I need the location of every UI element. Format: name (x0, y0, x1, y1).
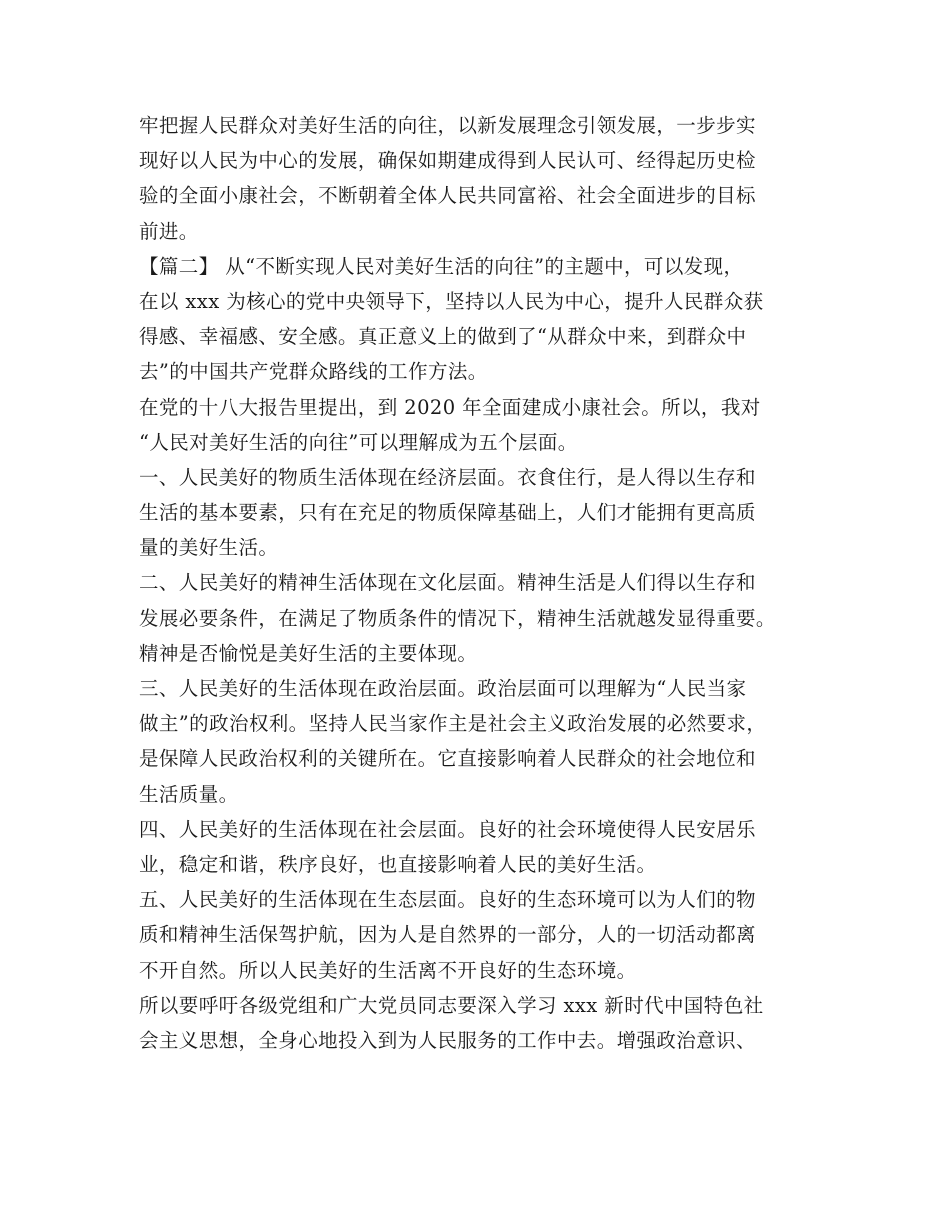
text-line: 发展必要条件，在满足了物质条件的情况下，精神生活就越发显得重要。 (139, 606, 776, 630)
text-line: 所以要呼吁各级党组和广大党员同志要深入学习 xxx 新时代中国特色社 (139, 993, 764, 1017)
text-line: 不开自然。所以人民美好的生活离不开良好的生态环境。 (139, 958, 637, 982)
text-line: 量的美好生活。 (139, 536, 279, 560)
text-line: 去”的中国共产党群众路线的工作方法。 (139, 360, 488, 384)
section-heading-line: 【篇二】 从“不断实现人民对美好生活的向往”的主题中，可以发现， (139, 254, 744, 278)
text-line: 验的全面小康社会，不断朝着全体人民共同富裕、社会全面进步的目标 (139, 184, 756, 208)
text-line: 做主”的政治权利。坚持人民当家作主是社会主义政治发展的必然要求， (139, 712, 767, 736)
text-line: “人民对美好生活的向往”可以理解成为五个层面。 (139, 430, 578, 454)
text-line: 现好以人民为中心的发展，确保如期建成得到人民认可、经得起历史检 (139, 149, 756, 173)
list-item-line: 二、人民美好的精神生活体现在文化层面。精神生活是人们得以生存和 (139, 571, 756, 595)
text-line: 牢把握人民群众对美好生活的向往，以新发展理念引领发展，一步步实 (139, 114, 756, 137)
text-line: 业，稳定和谐，秩序良好，也直接影响着人民的美好生活。 (139, 852, 657, 876)
text-line: 是保障人民政治权利的关键所在。它直接影响着人民群众的社会地位和 (139, 747, 756, 771)
document-body (139, 108, 829, 1058)
text-line: 在以 xxx 为核心的党中央领导下，坚持以人民为中心，提升人民群众获 (139, 289, 764, 313)
text-line: 会主义思想，全身心地投入到为人民服务的工作中去。增强政治意识、 (139, 1028, 756, 1052)
text-line: 前进。 (139, 219, 199, 243)
text-line: 生活质量。 (139, 782, 239, 806)
text-line: 生活的基本要素，只有在充足的物质保障基础上，人们才能拥有更高质 (139, 501, 756, 525)
list-item-line: 四、人民美好的生活体现在社会层面。良好的社会环境使得人民安居乐 (139, 817, 756, 841)
text-line: 质和精神生活保驾护航，因为人是自然界的一部分，人的一切活动都离 (139, 923, 756, 947)
text-line: 在党的十八大报告里提出，到 2020 年全面建成小康社会。所以，我对 (139, 395, 761, 419)
text-line: 得感、幸福感、安全感。真正意义上的做到了“从群众中来，到群众中 (139, 325, 747, 349)
list-item-line: 三、人民美好的生活体现在政治层面。政治层面可以理解为“人民当家 (139, 677, 747, 700)
list-item-line: 一、人民美好的物质生活体现在经济层面。衣食住行，是人得以生存和 (139, 465, 756, 489)
list-item-line: 五、人民美好的生活体现在生态层面。良好的生态环境可以为人们的物 (139, 888, 756, 912)
text-line: 精神是否愉悦是美好生活的主要体现。 (139, 641, 478, 665)
